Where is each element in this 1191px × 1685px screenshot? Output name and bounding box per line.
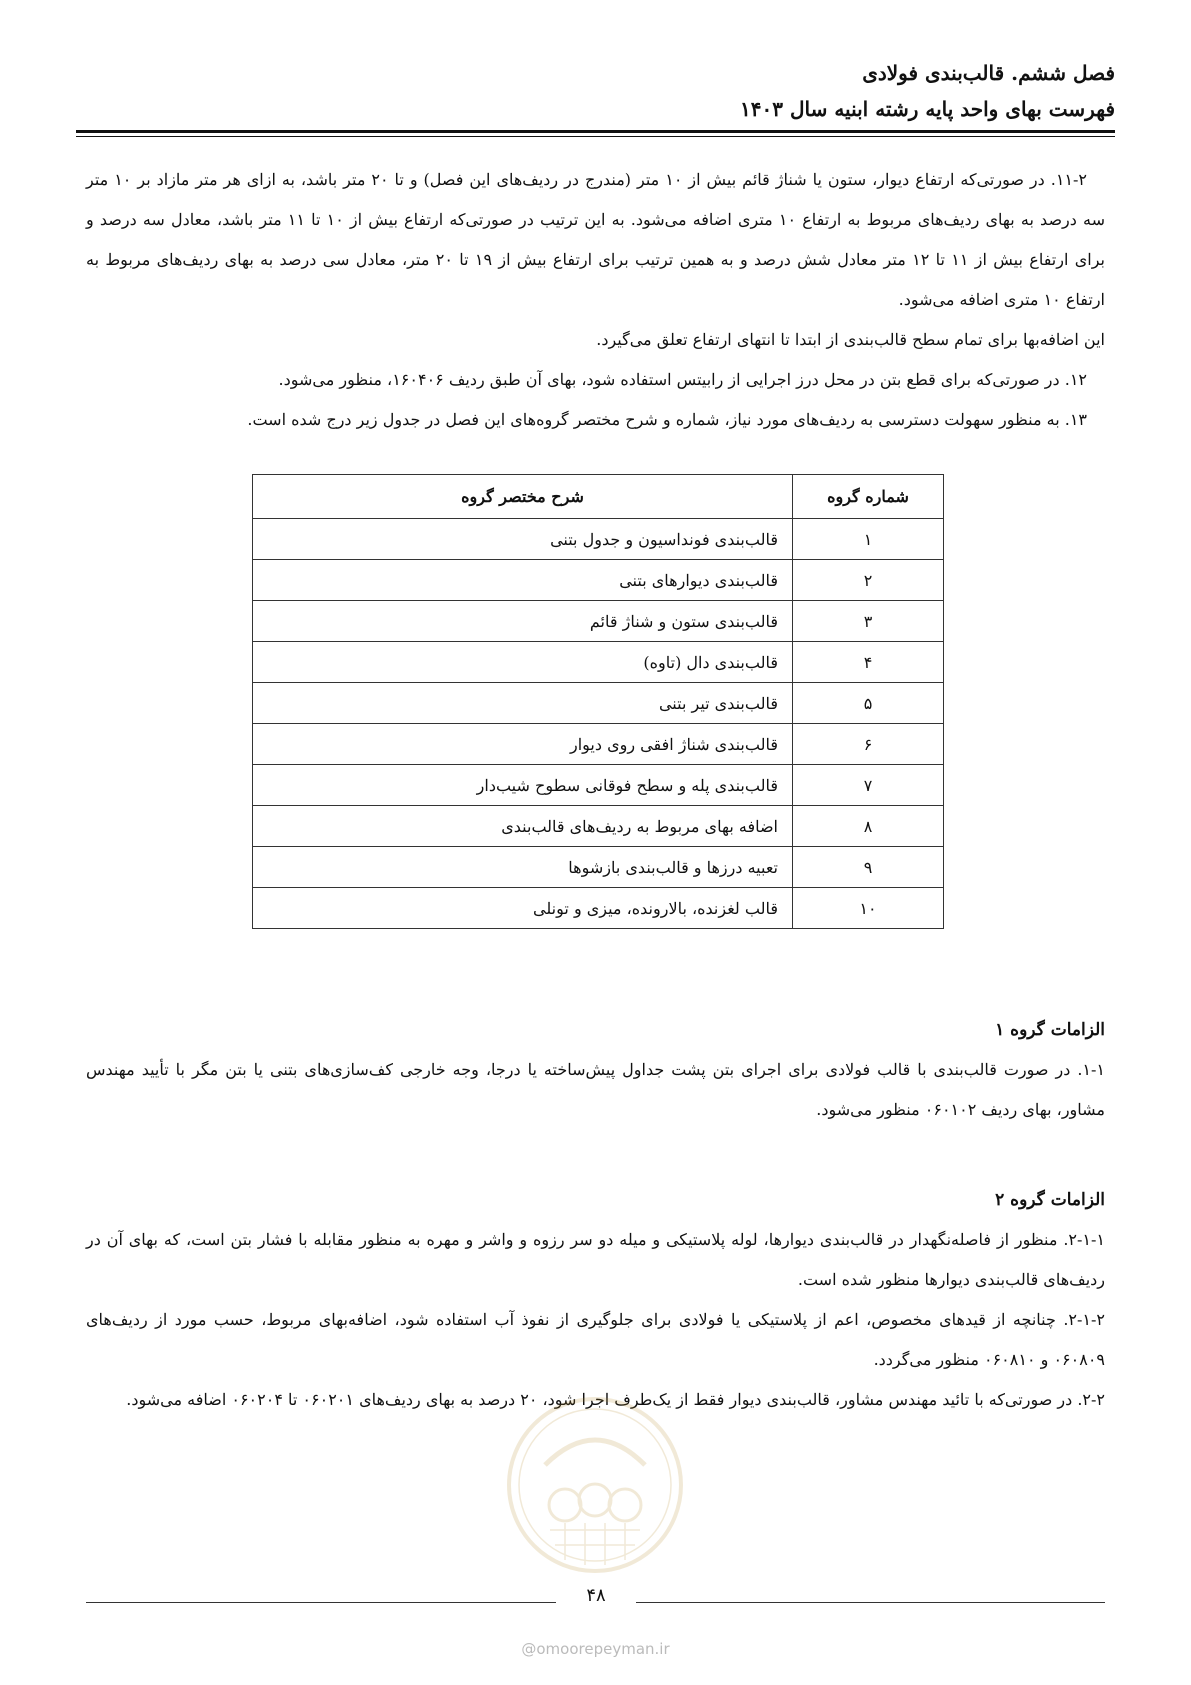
group-description: اضافه بهای مربوط به ردیف‌های قالب‌بندی (253, 806, 793, 847)
group-number: ۴ (793, 642, 944, 683)
group-description: قالب‌بندی پله و سطح فوقانی سطوح شیب‌دار (253, 765, 793, 806)
column-header-description: شرح مختصر گروه (253, 475, 793, 519)
clause-1-1: ۱-۱. در صورت قالب‌بندی با قالب فولادی برای اجرای بتن پشت جداول پیش‌ساخته یا درجا، وجه خارجی کف‌سازی‌های بتنی یا بتن مگر با تأیید مهندس مشاور، بهای ردیف ۰۶۰۱۰۲ منظور می‌شود. (86, 1060, 1105, 1119)
table-row (253, 724, 944, 765)
table-row (253, 560, 944, 601)
header-rule-thick (76, 130, 1115, 133)
table-row (253, 765, 944, 806)
group-description: قالب لغزنده، بالارونده، میزی و تونلی (253, 888, 793, 929)
group-1-requirements (86, 1010, 1105, 1130)
clause-2-1-2: ۲-۱-۲. چنانچه از قیدهای مخصوص، اعم از پلاستیکی یا فولادی برای جلوگیری از نفوذ آب استفاده شود، اضافه‌بهای مربوط، حسب مورد از ردیف‌های ۰۶۰۸۰۹ و ۰۶۰۸۱۰ منظور می‌گردد. (86, 1310, 1105, 1369)
price-list-title: فهرست بهای واحد پایه رشته ابنیه سال ۱۴۰۳ (740, 97, 1115, 121)
group-number: ۹ (793, 847, 944, 888)
group-description: قالب‌بندی دیوارهای بتنی (253, 560, 793, 601)
group-2-heading: الزامات گروه ۲ (995, 1190, 1105, 1210)
group-1-heading: الزامات گروه ۱ (995, 1020, 1105, 1040)
watermark-logo-icon (505, 1395, 685, 1575)
groups-table-wrapper (252, 474, 944, 929)
group-number: ۱۰ (793, 888, 944, 929)
table-header-row (253, 475, 944, 519)
table-row (253, 888, 944, 929)
group-description: قالب‌بندی تیر بتنی (253, 683, 793, 724)
clause-2-1-1: ۲-۱-۱. منظور از فاصله‌نگهدار در قالب‌بندی دیوارها، لوله پلاستیکی و میله دو سر رزوه و واشر و مهره به منظور مقابله با فشار بتن است، که بهای آن در ردیف‌های قالب‌بندی دیوارها منظور شده است. (86, 1230, 1105, 1289)
group-description: قالب‌بندی شناژ افقی روی دیوار (253, 724, 793, 765)
paragraph-12: ۱۲. در صورتی‌که برای قطع بتن در محل درز اجرایی از رابیتس استفاده شود، بهای آن طبق ردیف ۱۶۰۴۰۶، منظور می‌شود. (278, 370, 1087, 389)
group-number: ۱ (793, 519, 944, 560)
footer-rule-left (86, 1602, 556, 1603)
group-number: ۵ (793, 683, 944, 724)
group-2-requirements (86, 1180, 1105, 1420)
column-header-number: شماره گروه (793, 475, 944, 519)
group-description: قالب‌بندی ستون و شناژ قائم (253, 601, 793, 642)
clause-2-2: ۲-۲. در صورتی‌که با تائید مهندس مشاور، قالب‌بندی دیوار فقط از یک‌طرف اجرا شود، ۲۰ درصد به بهای ردیف‌های ۰۶۰۲۰۱ تا ۰۶۰۲۰۴ اضافه می‌شود. (126, 1390, 1105, 1409)
page-header (76, 58, 1115, 124)
paragraph-13: ۱۳. به منظور سهولت دسترسی به ردیف‌های مورد نیاز، شماره و شرح مختصر گروه‌های این فصل در جدول زیر درج شده است. (247, 410, 1087, 429)
table-row (253, 519, 944, 560)
header-rule-thin (76, 136, 1115, 137)
footer-rule-right (636, 1602, 1105, 1603)
group-number: ۷ (793, 765, 944, 806)
group-number: ۲ (793, 560, 944, 601)
chapter-title: فصل ششم. قالب‌بندی فولادی (862, 61, 1115, 85)
group-number: ۶ (793, 724, 944, 765)
group-number: ۳ (793, 601, 944, 642)
paragraph-11-2: ۱۱-۲. در صورتی‌که ارتفاع دیوار، ستون یا شناژ قائم بیش از ۱۰ متر (مندرج در ردیف‌های این فصل) و تا ۲۰ متر باشد، به ازای هر متر مازاد بر ۱۰ متر سه درصد به بهای ردیف‌های مربوط به ارتفاع ۱۰ متری اضافه می‌شود. به این ترتیب در صورتی‌که ارتفاع بیش از ۱۰ تا ۱۱ متر باشد، معادل سه درصد و برای ارتفاع بیش از ۱۱ تا ۱۲ متر معادل شش درصد و به همین ترتیب برای ارتفاع بیش از ۱۹ تا ۲۰ متر، معادل سی درصد به بهای ردیف‌های مربوط به ارتفاع ۱۰ متری اضافه می‌شود. (86, 170, 1106, 309)
paragraph-11-2-note: این اضافه‌بها برای تمام سطح قالب‌بندی از ابتدا تا انتهای ارتفاع تعلق می‌گیرد. (596, 330, 1105, 349)
intro-paragraphs (86, 160, 1105, 440)
table-row (253, 847, 944, 888)
table-row (253, 601, 944, 642)
page-number: ۴۸ (586, 1585, 606, 1606)
groups-table (252, 474, 944, 929)
group-description: تعبیه درزها و قالب‌بندی بازشوها (253, 847, 793, 888)
group-number: ۸ (793, 806, 944, 847)
group-description: قالب‌بندی فونداسیون و جدول بتنی (253, 519, 793, 560)
table-row (253, 806, 944, 847)
table-row (253, 683, 944, 724)
group-description: قالب‌بندی دال (تاوه) (253, 642, 793, 683)
website-watermark: @omoorepeyman.ir (521, 1640, 670, 1658)
table-row (253, 642, 944, 683)
